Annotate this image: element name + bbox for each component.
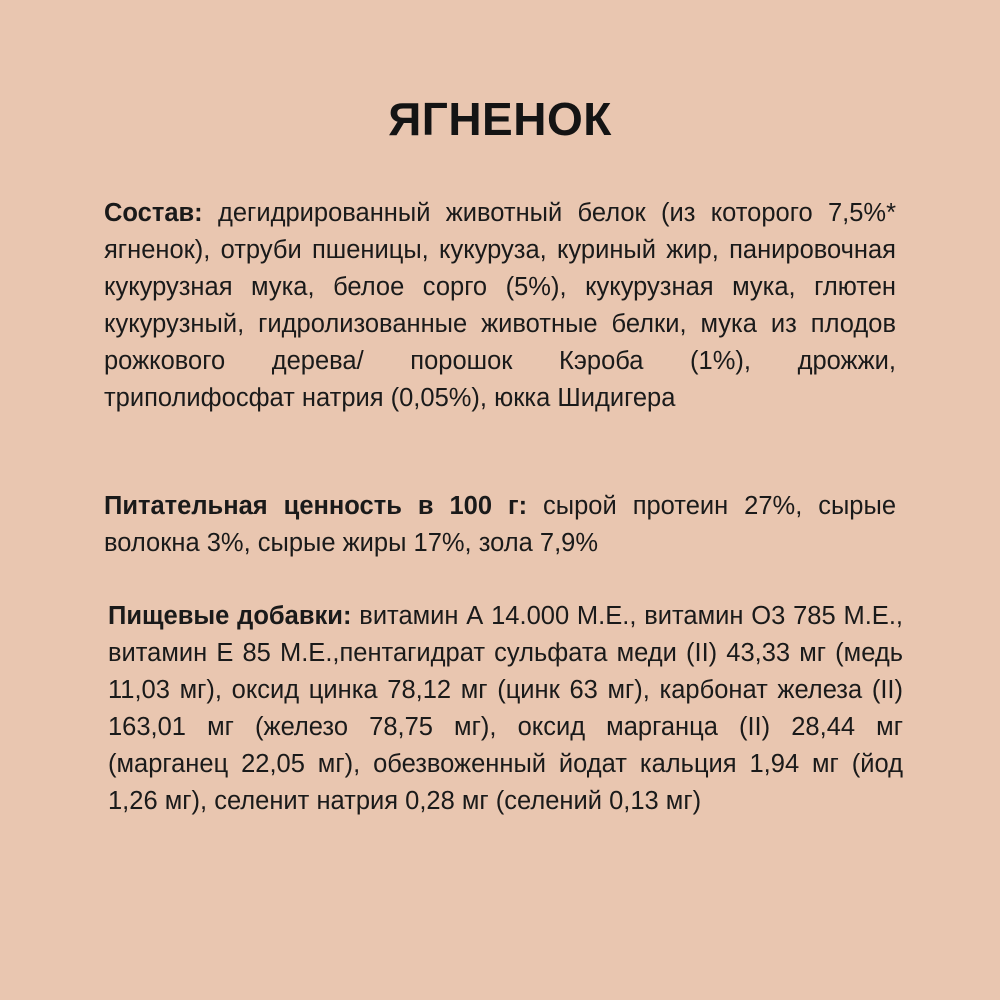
nutrition-label: Питательная ценность в 100 г:	[104, 492, 528, 520]
additives-label: Пищевые добавки:	[108, 602, 352, 630]
nutrition-text: сырой протеин 27%, сырые волокна 3%, сырые жиры 17%, зола 7,9%	[104, 492, 897, 557]
additives-section	[108, 598, 903, 820]
composition-text: дегидрированный животный белок (из которого 7,5%* ягненок), отруби пшеницы, кукуруза, куриный жир, панировочная кукурузная мука, белое сорго (5%), кукурузная мука, глютен кукурузный, гидролизованные животные белки, мука из плодов рожкового дерева/ порошок Кэроба (1%), дрожжи, триполифосфат натрия (0,05%), юкка Шидигера	[104, 199, 896, 412]
composition-label: Состав:	[104, 199, 203, 227]
nutrition-section	[104, 488, 896, 562]
additives-text: витамин А 14.000 М.Е., витамин О3 785 М.Е., витамин Е 85 М.Е.,пентагидрат сульфата меди (II) 43,33 мг (медь 11,03 мг), оксид цинка 78,12 мг (цинк 63 мг), карбонат железа (II) 163,01 мг (железо 78,75 мг), оксид марганца (II) 28,44 мг (марганец 22,05 мг), обезвоженный йодат кальция 1,94 мг (йод 1,26 мг), селенит натрия 0,28 мг (селений 0,13 мг)	[108, 602, 903, 815]
page-title: ЯГНЕНОК	[388, 93, 612, 145]
composition-section	[104, 195, 896, 417]
